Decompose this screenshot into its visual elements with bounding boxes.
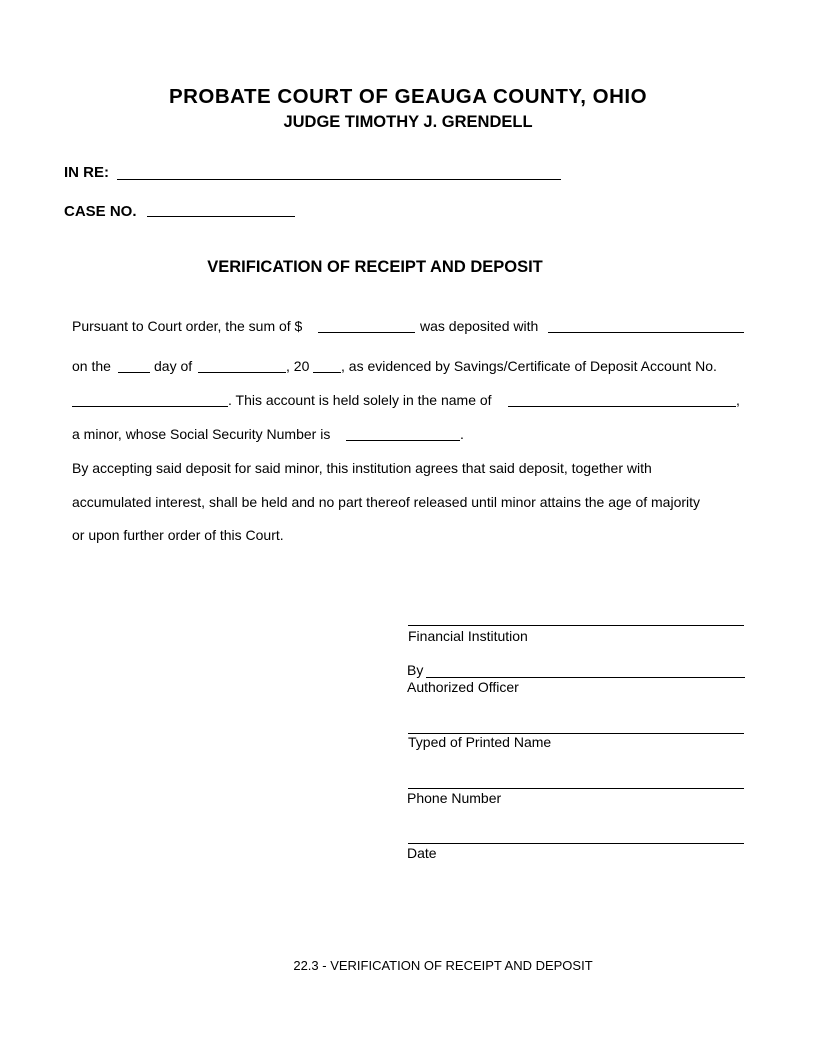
body-line5: By accepting said deposit for said minor, this institution agrees that said deposit, together with bbox=[72, 460, 652, 476]
body-line3-a: . This account is held solely in the name of bbox=[228, 392, 492, 408]
judge-name: JUDGE TIMOTHY J. GRENDELL bbox=[283, 113, 533, 131]
date-field[interactable] bbox=[408, 843, 744, 844]
printed-name-label: Typed of Printed Name bbox=[408, 734, 552, 750]
body-line2-d: , as evidenced by Savings/Certificate of Deposit Account No. bbox=[341, 358, 717, 374]
account-name-field[interactable] bbox=[508, 406, 736, 407]
footer-form-id: 22.3 - VERIFICATION OF RECEIPT AND DEPOSIT bbox=[293, 958, 593, 973]
institution-label: Financial Institution bbox=[408, 628, 528, 644]
day-field[interactable] bbox=[118, 372, 150, 373]
year-field[interactable] bbox=[313, 372, 341, 373]
officer-label: Authorized Officer bbox=[407, 679, 519, 695]
court-name: PROBATE COURT OF GEAUGA COUNTY, OHIO bbox=[168, 85, 648, 108]
phone-field[interactable] bbox=[408, 788, 744, 789]
body-line2-c: , 20 bbox=[286, 358, 310, 374]
institution-field[interactable] bbox=[408, 625, 744, 626]
body-line7: or upon further order of this Court. bbox=[72, 527, 284, 543]
officer-signature-field[interactable] bbox=[426, 677, 745, 678]
body-line4-b: . bbox=[460, 426, 464, 442]
in-re-label: IN RE: bbox=[64, 164, 109, 181]
case-no-field[interactable] bbox=[147, 216, 295, 217]
ssn-field[interactable] bbox=[346, 440, 460, 441]
body-line2-b: day of bbox=[154, 358, 193, 374]
account-no-field[interactable] bbox=[72, 406, 228, 407]
document-title: VERIFICATION OF RECEIPT AND DEPOSIT bbox=[207, 258, 543, 276]
date-label: Date bbox=[407, 845, 437, 861]
case-no-label: CASE NO. bbox=[64, 203, 137, 220]
body-line2-a: on the bbox=[72, 358, 111, 374]
body-line6: accumulated interest, shall be held and no part thereof released until minor attains the age of majority bbox=[72, 494, 701, 510]
body-line4-a: a minor, whose Social Security Number is bbox=[72, 426, 331, 442]
deposited-with-field[interactable] bbox=[548, 332, 744, 333]
body-line1-a: Pursuant to Court order, the sum of $ bbox=[72, 318, 303, 334]
in-re-field[interactable] bbox=[117, 179, 561, 180]
by-label: By bbox=[407, 662, 424, 678]
month-field[interactable] bbox=[198, 372, 286, 373]
body-line3-b: , bbox=[736, 392, 740, 408]
body-line1-b: was deposited with bbox=[420, 318, 539, 334]
sum-field[interactable] bbox=[318, 332, 415, 333]
phone-label: Phone Number bbox=[407, 790, 502, 806]
